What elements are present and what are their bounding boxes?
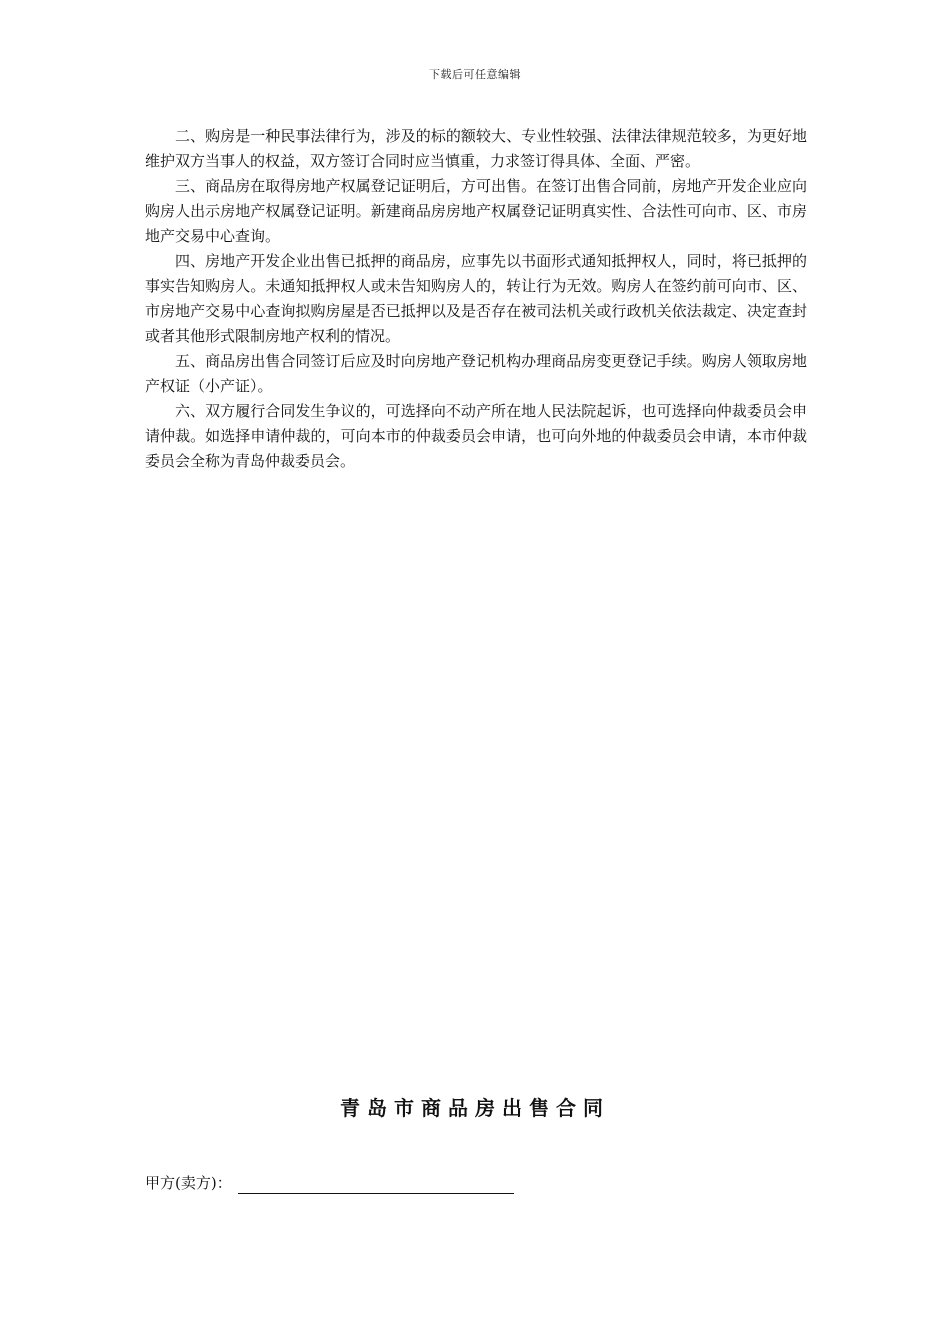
party-a-blank[interactable] — [238, 1177, 514, 1194]
contract-title: 青岛市商品房出售合同 — [340, 1096, 610, 1120]
party-a-line — [145, 1172, 514, 1194]
party-a-label: 甲方(卖方)： — [145, 1174, 232, 1192]
paragraph-3: 三、商品房在取得房地产权属登记证明后，方可出售。在签订出售合同前，房地产开发企业应向购房人出示房地产权属登记证明。新建商品房房地产权属登记证明真实性、合法性可向市、区、市房地产交易中心查询。 — [145, 177, 807, 245]
page-header-note: 下载后可任意编辑 — [429, 68, 521, 81]
paragraph-5: 五、商品房出售合同签订后应及时向房地产登记机构办理商品房变更登记手续。购房人领取房地产权证（小产证）。 — [145, 352, 807, 395]
notes-body — [145, 124, 807, 474]
paragraph-2: 二、购房是一种民事法律行为，涉及的标的额较大、专业性较强、法律法律规范较多，为更好地维护双方当事人的权益，双方签订合同时应当慎重，力求签订得具体、全面、严密。 — [145, 127, 807, 170]
paragraph-4: 四、房地产开发企业出售已抵押的商品房，应事先以书面形式通知抵押权人，同时，将已抵押的事实告知购房人。未通知抵押权人或未告知购房人的，转让行为无效。购房人在签约前可向市、区、市房地产交易中心查询拟购房屋是否已抵押以及是否存在被司法机关或行政机关依法裁定、决定查封或者其他形式限制房地产权利的情况。 — [145, 252, 807, 345]
paragraph-6: 六、双方履行合同发生争议的，可选择向不动产所在地人民法院起诉，也可选择向仲裁委员会申请仲裁。如选择申请仲裁的，可向本市的仲裁委员会申请，也可向外地的仲裁委员会申请，本市仲裁委员会全称为青岛仲裁委员会。 — [145, 402, 807, 470]
